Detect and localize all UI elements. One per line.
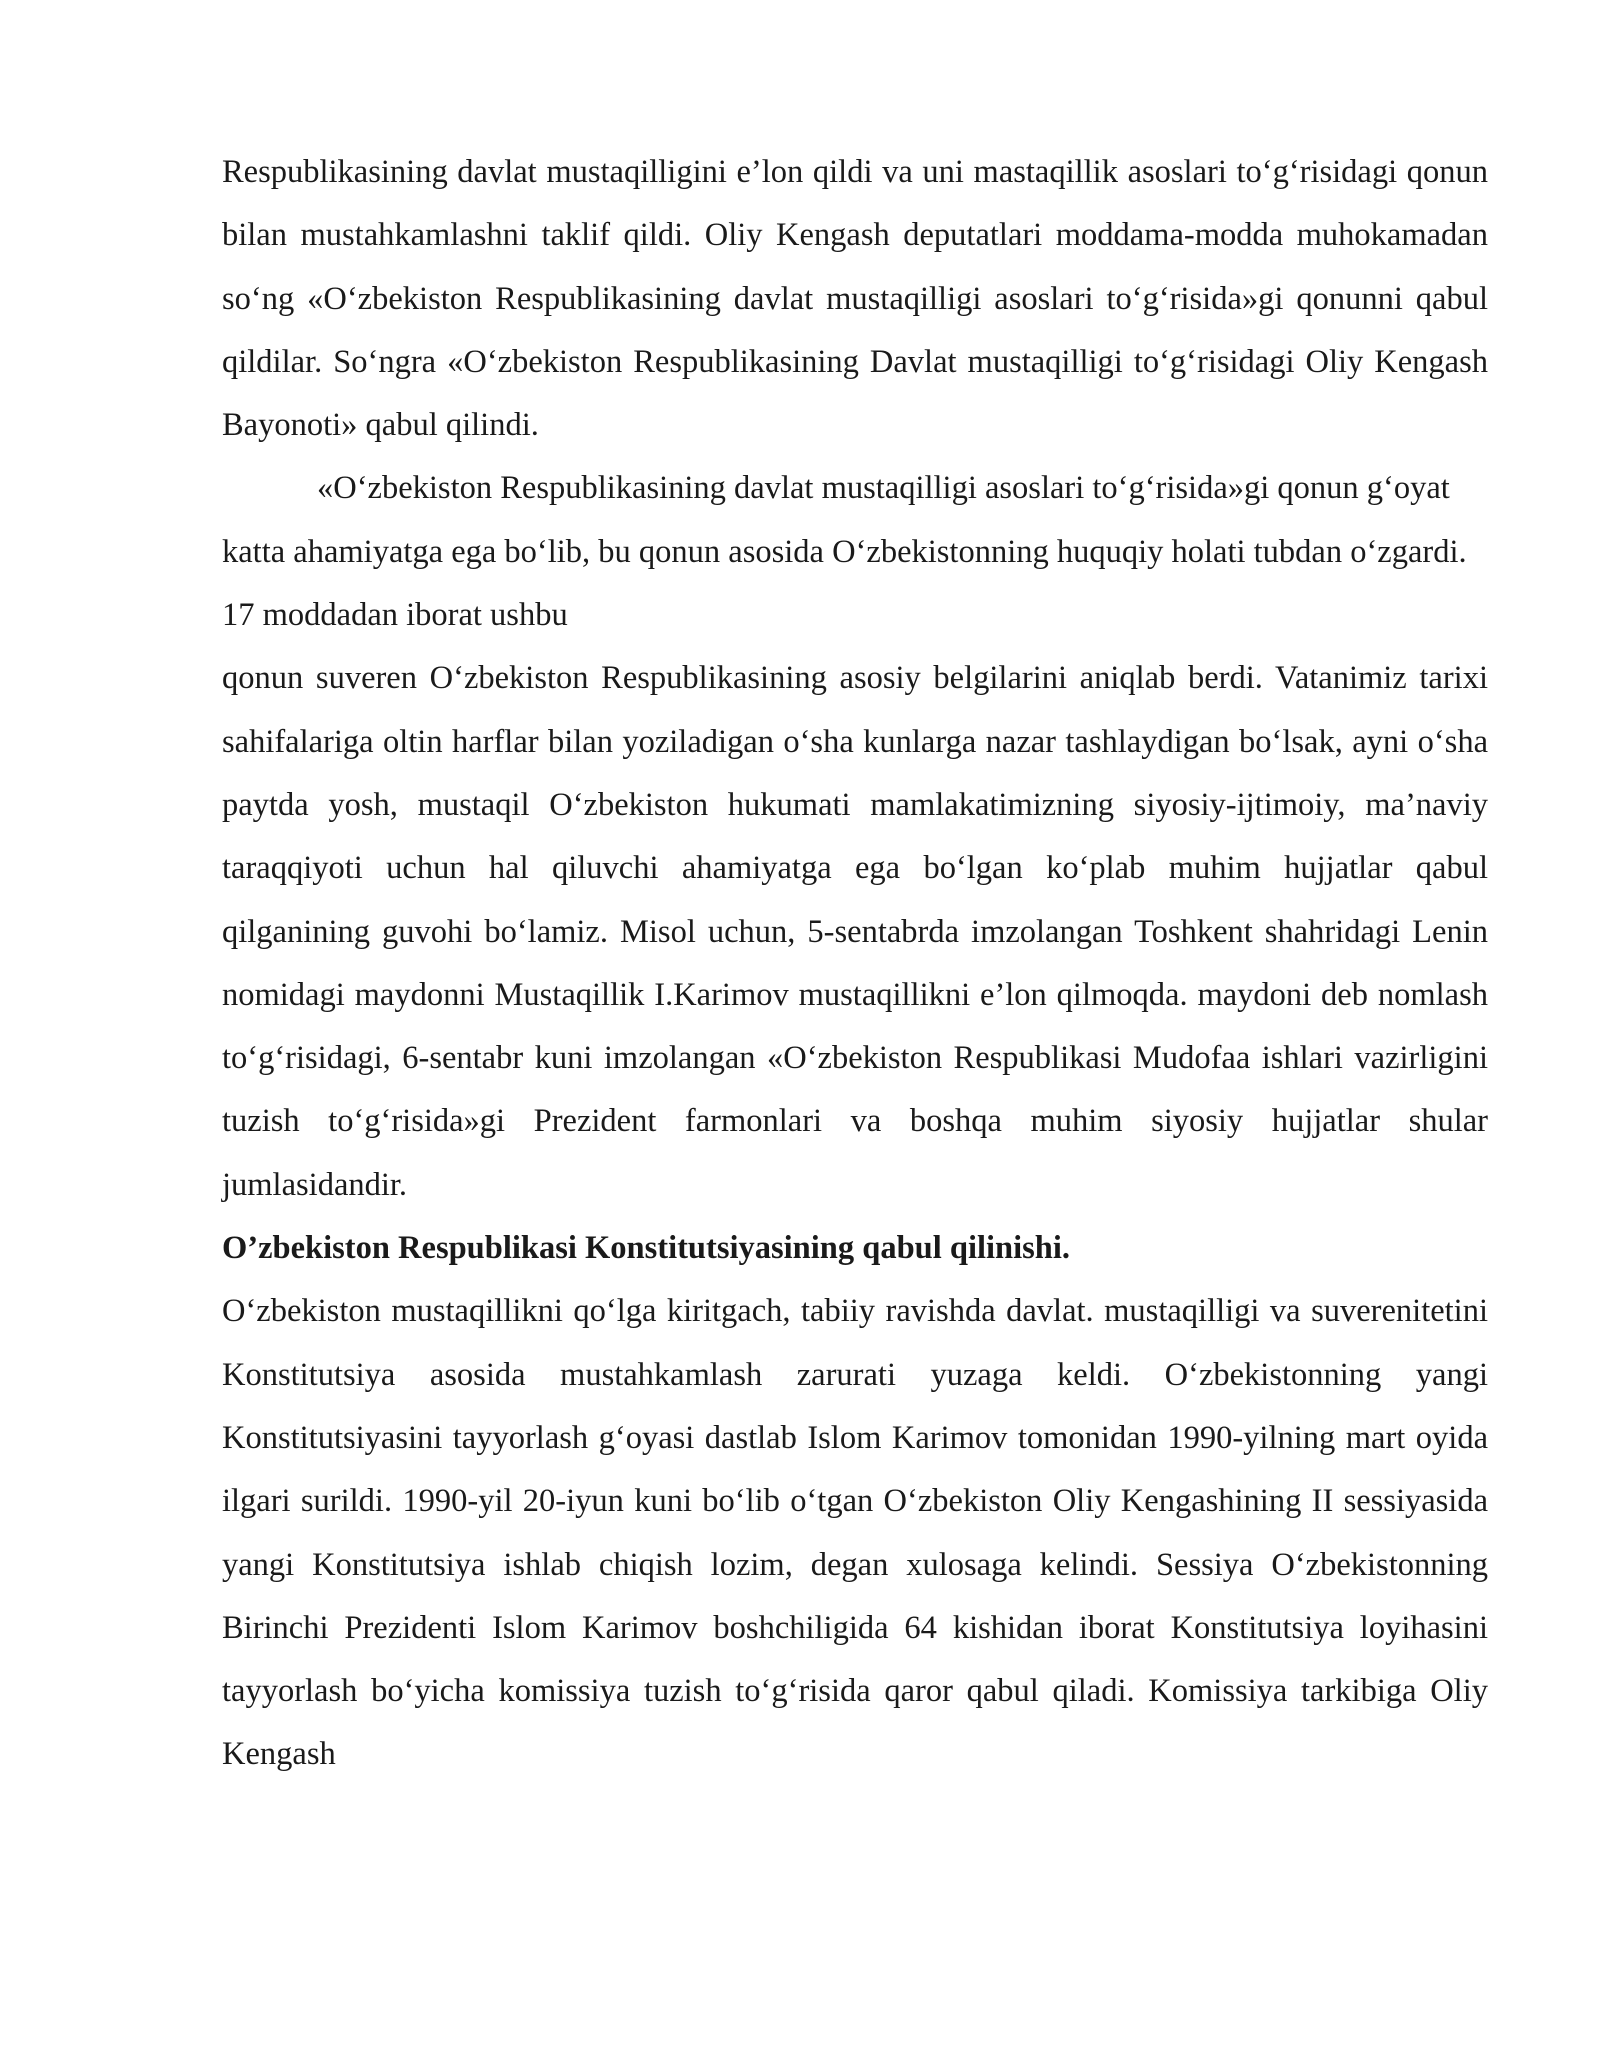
document-page	[222, 141, 1488, 1787]
paragraph-2: «O‘zbekiston Respublikasining davlat mustaqilligi asoslari to‘g‘risida»gi qonun g‘oyat katta ahamiyatga ega bo‘lib, bu qonun asosida O‘zbekistonning huquqiy holati tubdan o‘zgardi. 17 moddadan iborat ushbu	[222, 470, 1467, 634]
paragraph-4: O‘zbekiston mustaqillikni qo‘lga kiritgach, tabiiy ravishda davlat. mustaqilligi va suverenitetini Konstitutsiya asosida mustahkamlash zarurati yuzaga keldi. O‘zbekistonning yangi Konstitutsiyasini tayyorlash g‘oyasi dastlab Islom Karimov tomonidan 1990-yilning mart oyida ilgari surildi. 1990-yil 20-iyun kuni bo‘lib o‘tgan O‘zbekiston Oliy Kengashining II sessiyasida yangi Konstitutsiya ishlab chiqish lozim, degan xulosaga kelindi. Sessiya O‘zbekistonning Birinchi Prezidenti Islom Karimov boshchiligida 64 kishidan iborat Konstitutsiya loyihasini tayyorlash bo‘yicha komissiya tuzish to‘g‘risida qaror qabul qiladi. Komissiya tarkibiga Oliy Kengash	[222, 1293, 1488, 1773]
paragraph-3: qonun suveren O‘zbekiston Respublikasining asosiy belgilarini aniqlab berdi. Vatanimiz tarixi sahifalariga oltin harflar bilan yoziladigan o‘sha kunlarga nazar tashlaydigan bo‘lsak, ayni o‘sha paytda yosh, mustaqil O‘zbekiston hukumati mamlakatimizning siyosiy-ijtimoiy, ma’naviy taraqqiyoti uchun hal qiluvchi ahamiyatga ega bo‘lgan ko‘plab muhim hujjatlar qabul qilganining guvohi bo‘lamiz. Misol uchun, 5-sentabrda imzolangan Toshkent shahridagi Lenin nomidagi maydonni Mustaqillik I.Karimov mustaqillikni e’lon qilmoqda. maydoni deb nomlash to‘g‘risidagi, 6-sentabr kuni imzolangan «O‘zbekiston Respublikasi Mudofaa ishlari vazirligini tuzish to‘g‘risida»gi Prezident farmonlari va boshqa muhim siyosiy hujjatlar shular jumlasidandir.	[222, 660, 1488, 1203]
paragraph-1: Respublikasining davlat mustaqilligini e’lon qildi va uni mastaqillik asoslari to‘g‘risidagi qonun bilan mustahkamlashni taklif qildi. Oliy Kengash deputatlari moddama-modda muhokamadan so‘ng «O‘zbekiston Respublikasining davlat mustaqilligi asoslari to‘g‘risida»gi qonunni qabul qildilar. So‘ngra «O‘zbekiston Respublikasining Davlat mustaqilligi to‘g‘risidagi Oliy Kengash Bayonoti» qabul qilindi.	[222, 154, 1488, 444]
section-heading: O’zbekiston Respublikasi Konstitutsiyasining qabul qilinishi.	[222, 1230, 1071, 1267]
